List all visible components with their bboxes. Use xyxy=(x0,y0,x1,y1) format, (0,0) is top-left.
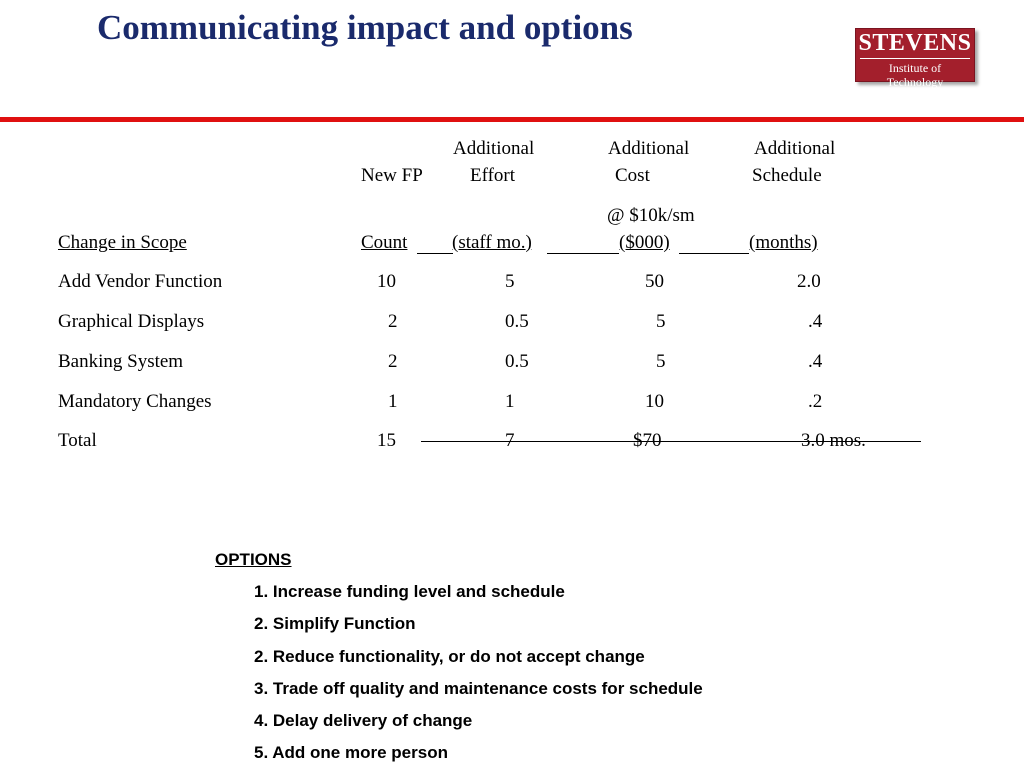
row-scope: Mandatory Changes xyxy=(58,391,212,412)
total-strike-line xyxy=(421,441,921,442)
row-scope: Add Vendor Function xyxy=(58,271,223,292)
option-item: 2. Reduce functionality, or do not accept change xyxy=(254,647,645,666)
header-underline xyxy=(679,253,749,254)
total-count: 15 xyxy=(377,430,396,451)
row-schedule: 2.0 xyxy=(797,271,821,292)
header-effort: Effort xyxy=(470,165,516,186)
option-item: 2. Simplify Function xyxy=(254,614,416,633)
row-cost: 50 xyxy=(645,271,664,292)
header-underline xyxy=(547,253,619,254)
header-count: Count xyxy=(361,232,408,253)
row-count: 10 xyxy=(377,271,396,292)
header-money: ($000) xyxy=(619,232,670,253)
row-cost: 5 xyxy=(656,351,666,372)
row-cost: 5 xyxy=(656,311,666,332)
row-effort: 1 xyxy=(505,391,515,412)
header-additional-effort: Additional xyxy=(453,138,535,159)
header-change-in-scope: Change in Scope xyxy=(58,232,187,253)
total-label: Total xyxy=(58,430,97,451)
option-item: 4. Delay delivery of change xyxy=(254,711,473,730)
logo-name: STEVENS xyxy=(858,30,972,56)
row-effort: 0.5 xyxy=(505,351,529,372)
row-count: 1 xyxy=(388,391,398,412)
row-effort: 0.5 xyxy=(505,311,529,332)
row-schedule: .2 xyxy=(808,391,823,412)
total-schedule: 3.0 mos. xyxy=(801,430,866,451)
options-heading: OPTIONS xyxy=(215,550,292,569)
header-cost: Cost xyxy=(615,165,650,186)
header-additional-cost: Additional xyxy=(608,138,690,159)
header-new-fp: New FP xyxy=(361,165,423,186)
header-staff-mo: (staff mo.) xyxy=(452,232,532,253)
option-item: 3. Trade off quality and maintenance costs for schedule xyxy=(254,679,703,698)
row-count: 2 xyxy=(388,351,398,372)
row-effort: 5 xyxy=(505,271,515,292)
option-item: 1. Increase funding level and schedule xyxy=(254,582,565,601)
page-title: Communicating impact and options xyxy=(97,8,633,47)
stevens-logo xyxy=(855,28,975,89)
header-months: (months) xyxy=(749,232,818,253)
option-item: 5. Add one more person xyxy=(254,743,448,762)
row-schedule: .4 xyxy=(808,311,823,332)
header-underline xyxy=(417,253,453,254)
total-effort: 7 xyxy=(505,430,515,451)
row-count: 2 xyxy=(388,311,398,332)
title-divider xyxy=(0,117,1024,122)
header-schedule: Schedule xyxy=(752,165,822,186)
total-cost: $70 xyxy=(633,430,662,451)
header-additional-schedule: Additional xyxy=(754,138,836,159)
row-schedule: .4 xyxy=(808,351,823,372)
row-scope: Graphical Displays xyxy=(58,311,205,332)
logo-subtitle: Institute of Technology xyxy=(860,58,970,89)
row-cost: 10 xyxy=(645,391,664,412)
row-scope: Banking System xyxy=(58,351,184,372)
header-rate: @ $10k/sm xyxy=(607,205,695,226)
